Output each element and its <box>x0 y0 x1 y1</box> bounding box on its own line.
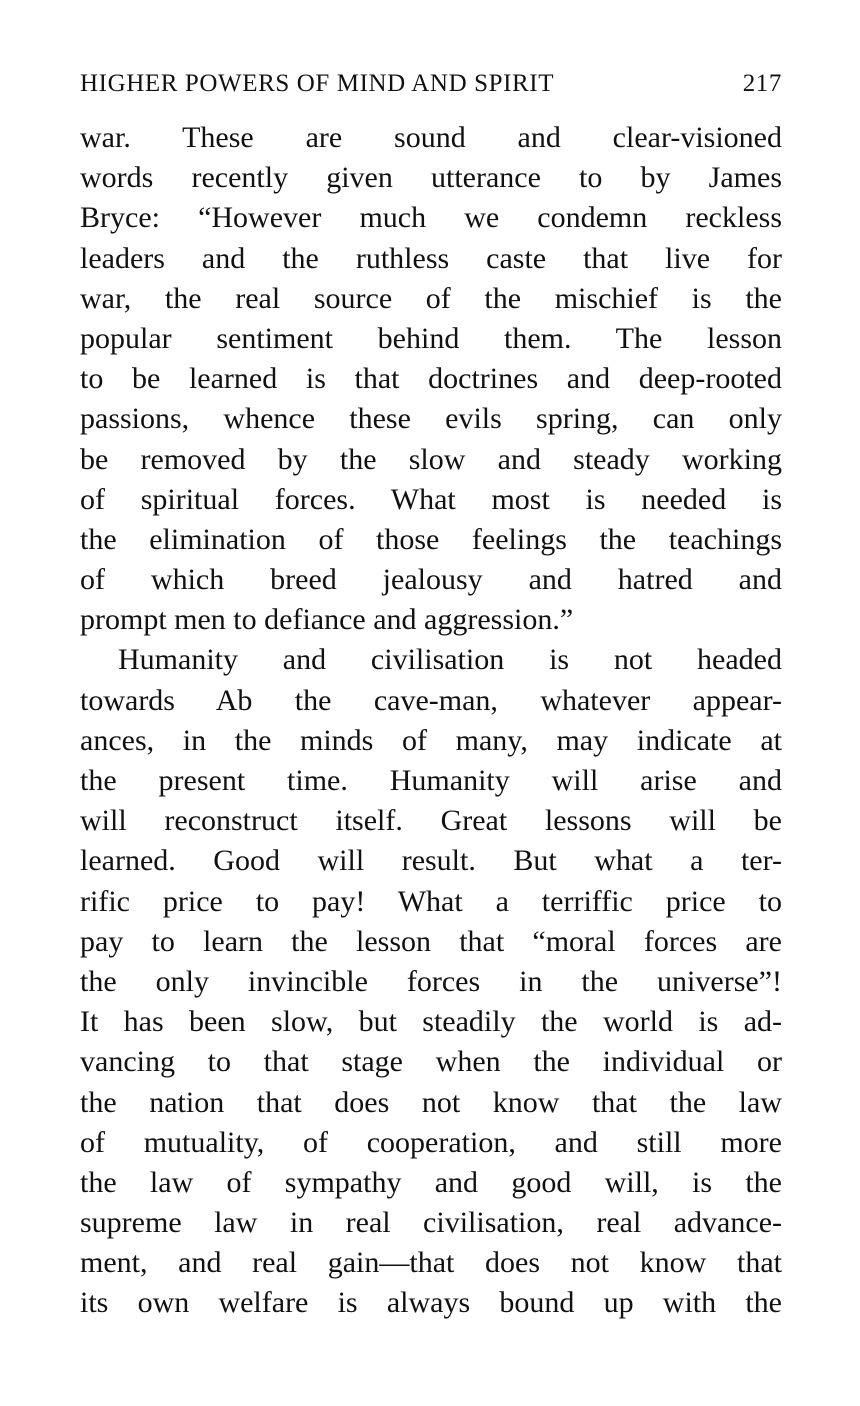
text-line: the only invincible forces in the universe”! <box>80 964 782 998</box>
text-line: passions, whence these evils spring, can only <box>80 402 782 436</box>
text-line: ment, and real gain—that does not know that <box>80 1246 782 1280</box>
text-line: supreme law in real civilisation, real advance- <box>80 1206 782 1240</box>
text-line: pay to learn the lesson that “moral forces are <box>80 924 782 958</box>
body-text <box>80 118 782 1324</box>
text-line: be removed by the slow and steady working <box>80 442 782 476</box>
text-line: Humanity and civilisation is not headed <box>118 643 782 677</box>
text-line: war. These are sound and clear-visioned <box>80 121 782 154</box>
text-line: the nation that does not know that the law <box>80 1085 782 1119</box>
text-line: to be learned is that doctrines and deep-rooted <box>80 362 782 396</box>
text-line: its own welfare is always bound up with the <box>80 1286 782 1320</box>
text-line: It has been slow, but steadily the world is ad- <box>80 1005 782 1039</box>
text-line: of spiritual forces. What most is needed is <box>80 482 782 516</box>
text-line: the elimination of those feelings the teachings <box>80 522 782 556</box>
running-head <box>80 70 782 112</box>
text-line: ances, in the minds of many, may indicate at <box>80 723 782 757</box>
text-line: rific price to pay! What a terriffic price to <box>80 884 782 918</box>
text-line: the present time. Humanity will arise and <box>80 764 782 797</box>
book-page <box>80 70 782 1324</box>
text-line: towards Ab the cave-man, whatever appear- <box>80 683 782 717</box>
text-line: prompt men to defiance and aggression.” <box>80 603 574 637</box>
text-line: leaders and the ruthless caste that live for <box>80 241 782 275</box>
text-line: vancing to that stage when the individual or <box>80 1045 782 1079</box>
text-line: will reconstruct itself. Great lessons will be <box>80 804 782 838</box>
text-line: popular sentiment behind them. The lesson <box>80 321 782 355</box>
text-line: of mutuality, of cooperation, and still more <box>80 1125 782 1159</box>
text-line: words recently given utterance to by James <box>80 161 782 195</box>
text-line: of which breed jealousy and hatred and <box>80 563 782 597</box>
text-line: the law of sympathy and good will, is the <box>80 1165 782 1199</box>
page-number: 217 <box>742 70 782 97</box>
text-line: Bryce: “However much we condemn reckless <box>80 201 782 235</box>
text-line: learned. Good will result. But what a ter- <box>80 844 782 878</box>
running-head-title: HIGHER POWERS OF MIND AND SPIRIT <box>80 70 555 97</box>
text-line: war, the real source of the mischief is the <box>80 281 782 315</box>
